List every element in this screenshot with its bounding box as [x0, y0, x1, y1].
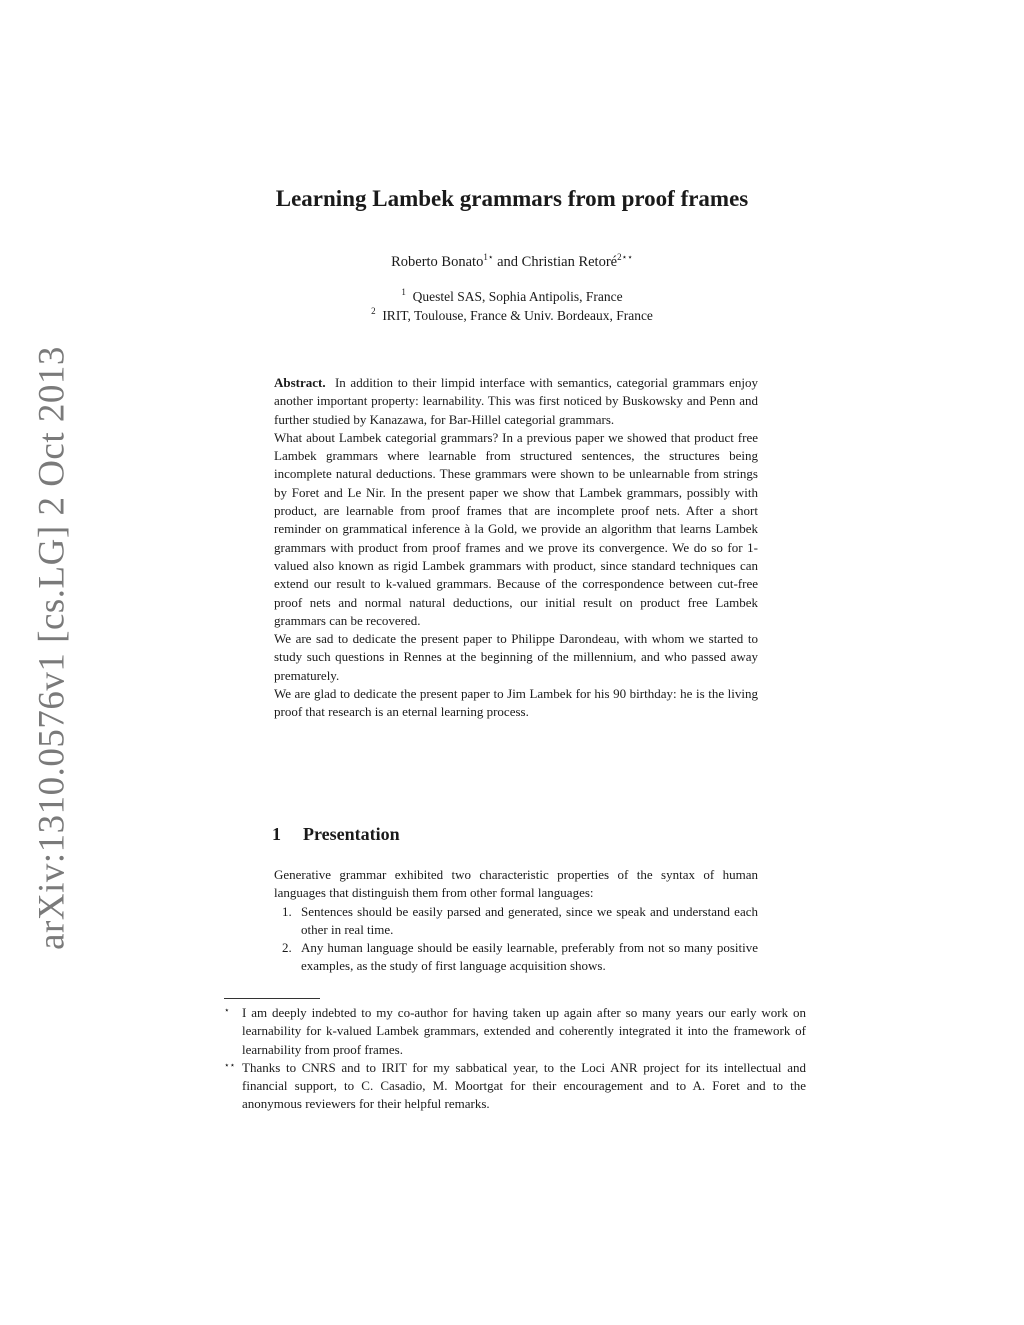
- footnote-text: Thanks to CNRS and to IRIT for my sabbatical year, to the Loci ANR project for its intellectual and financial support, to C. Casadio, M. Moortgat for their encouragement and to A. Foret and to the anonymous reviewers for their helpful remarks.: [242, 1059, 806, 1112]
- list-item: [274, 903, 758, 940]
- author-name: Christian Retoré: [521, 254, 618, 270]
- footnote: [224, 1004, 806, 1059]
- abstract-paragraph: What about Lambek categorial grammars? In a previous paper we showed that product free Lambek grammars where learnable from structured sentences, the structures being incomplete natural deductions. These grammars were shown to be unlearnable from strings by Foret and Le Nir. In the present paper we show that Lambek grammars, possibly with product, are learnable from proof frames that are incomplete proof nets. After a short reminder on grammatical inference à la Gold, we provide an algorithm that learns Lambek grammars with product from proof frames and we prove its convergence. We do so for 1-valued also known as rigid Lambek grammars with product, since standard techniques can extend our result to k-valued grammars. Because of the correspondence between cut-free proof nets and normal natural deductions, our initial result on product free Lambek grammars can be recovered.: [274, 429, 758, 628]
- footnote: [224, 1059, 806, 1114]
- affiliation-number: 2: [371, 306, 376, 316]
- footnotes: [224, 1004, 806, 1114]
- author-name: Roberto Bonato: [391, 254, 484, 270]
- footnote-text: I am deeply indebted to my co-author for having taken up again after so many years our early work on learnability for k-valued Lambek grammars, extended and coherently integrated it into the framework of learnability from proof frames.: [242, 1005, 806, 1057]
- section-title: Presentation: [303, 824, 400, 844]
- list-item-text: Sentences should be easily parsed and generated, since we speak and understand each other in real time.: [301, 903, 758, 937]
- section-heading: [272, 824, 400, 845]
- abstract-paragraph: We are sad to dedicate the present paper to Philippe Darondeau, with whom we started to study such questions in Rennes at the beginning of the millennium, and who passed away prematurely.: [274, 631, 758, 683]
- author-mark: 1⋆: [483, 252, 494, 262]
- affiliation: [0, 289, 1024, 305]
- footnote-divider: [224, 998, 320, 999]
- affiliation-number: 1: [401, 287, 406, 297]
- section-number: 1: [272, 824, 281, 844]
- paper-title: Learning Lambek grammars from proof frames: [275, 186, 749, 211]
- section-body: [274, 866, 758, 976]
- footnote-mark: ⋆: [224, 1005, 230, 1015]
- abstract: [274, 374, 758, 722]
- abstract-paragraph: [274, 374, 758, 429]
- author-line: [0, 254, 1024, 271]
- author-mark: 2⋆⋆: [617, 252, 633, 262]
- body-paragraph: Generative grammar exhibited two characteristic properties of the syntax of human languages that distinguish them from other formal languages:: [274, 867, 758, 901]
- numbered-list: [274, 903, 758, 976]
- list-marker: 2.: [282, 940, 292, 956]
- affiliation: [0, 308, 1024, 324]
- list-marker: 1.: [282, 903, 292, 919]
- abstract-paragraph: We are glad to dedicate the present paper to Jim Lambek for his 90 birthday: he is the living proof that research is an eternal learning process.: [274, 686, 758, 720]
- arxiv-identifier-stamp: arXiv:1310.0576v1 [cs.LG] 2 Oct 2013: [31, 346, 73, 950]
- affiliation-text: IRIT, Toulouse, France & Univ. Bordeaux, France: [382, 308, 653, 323]
- abstract-text: In addition to their limpid interface with semantics, categorial grammars enjoy another important property: learnability. This was first noticed by Buskowsky and Penn and further studied by Kanazawa, for Bar-Hillel categorial grammars.: [274, 375, 759, 427]
- footnote-mark: ⋆⋆: [224, 1059, 236, 1070]
- author-connector: and: [497, 254, 519, 270]
- list-item: [274, 939, 758, 976]
- affiliation-text: Questel SAS, Sophia Antipolis, France: [412, 289, 623, 304]
- list-item-text: Any human language should be easily learnable, preferably from not so many positive examples, as the study of first language acquisition shows.: [301, 940, 758, 974]
- abstract-label: Abstract.: [274, 375, 326, 390]
